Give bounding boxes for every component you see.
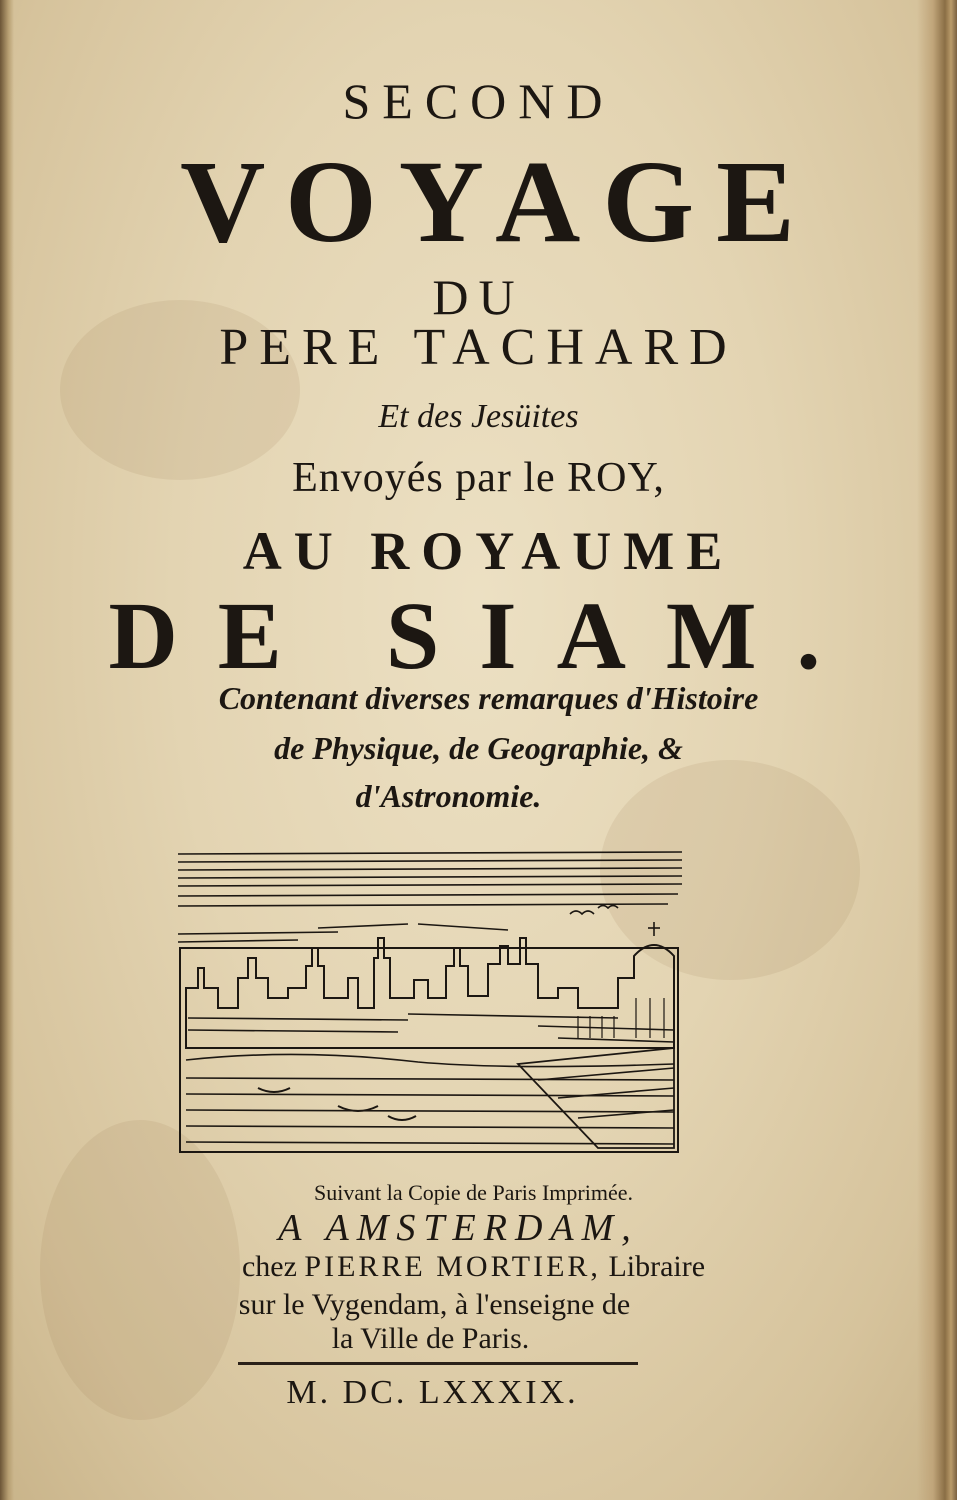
title-du: DU	[432, 269, 525, 325]
subtitle-line-2: de Physique, de Geographie, &	[274, 730, 683, 766]
imprint-sign: la Ville de Paris.	[331, 1322, 530, 1355]
imprint-publisher: PIERRE MORTIER,	[304, 1250, 601, 1283]
subtitle-line-1: Contenant diverses remarques d'Histoire	[218, 680, 759, 716]
imprint-suivant: Suivant la Copie de Paris Imprimée.	[314, 1180, 633, 1205]
imprint-chez: chez	[241, 1250, 305, 1283]
imprint-city: A AMSTERDAM,	[278, 1207, 639, 1249]
title-jesuites: Et des Jesüites	[378, 398, 579, 435]
imprint-address: sur le Vygendam, à l'enseigne de	[238, 1288, 631, 1321]
title-pere-tachard: PERE TACHARD	[219, 319, 738, 376]
city-view-woodcut-icon	[178, 848, 682, 1158]
imprint-date: M. DC. LXXXIX.	[286, 1374, 579, 1411]
title-siam: DE SIAM.	[108, 582, 861, 689]
imprint-libraire: Libraire	[600, 1250, 706, 1283]
title-royaume: AU ROYAUME	[242, 521, 735, 581]
title-second: SECOND	[342, 73, 615, 129]
title-envoyes: Envoyés par le ROY,	[292, 455, 665, 501]
subtitle-line-3: d'Astronomie.	[355, 778, 542, 814]
imprint-rule	[238, 1362, 638, 1365]
title-voyage: VOYAGE	[180, 136, 817, 267]
imprint-publisher-line	[0, 1250, 952, 1284]
